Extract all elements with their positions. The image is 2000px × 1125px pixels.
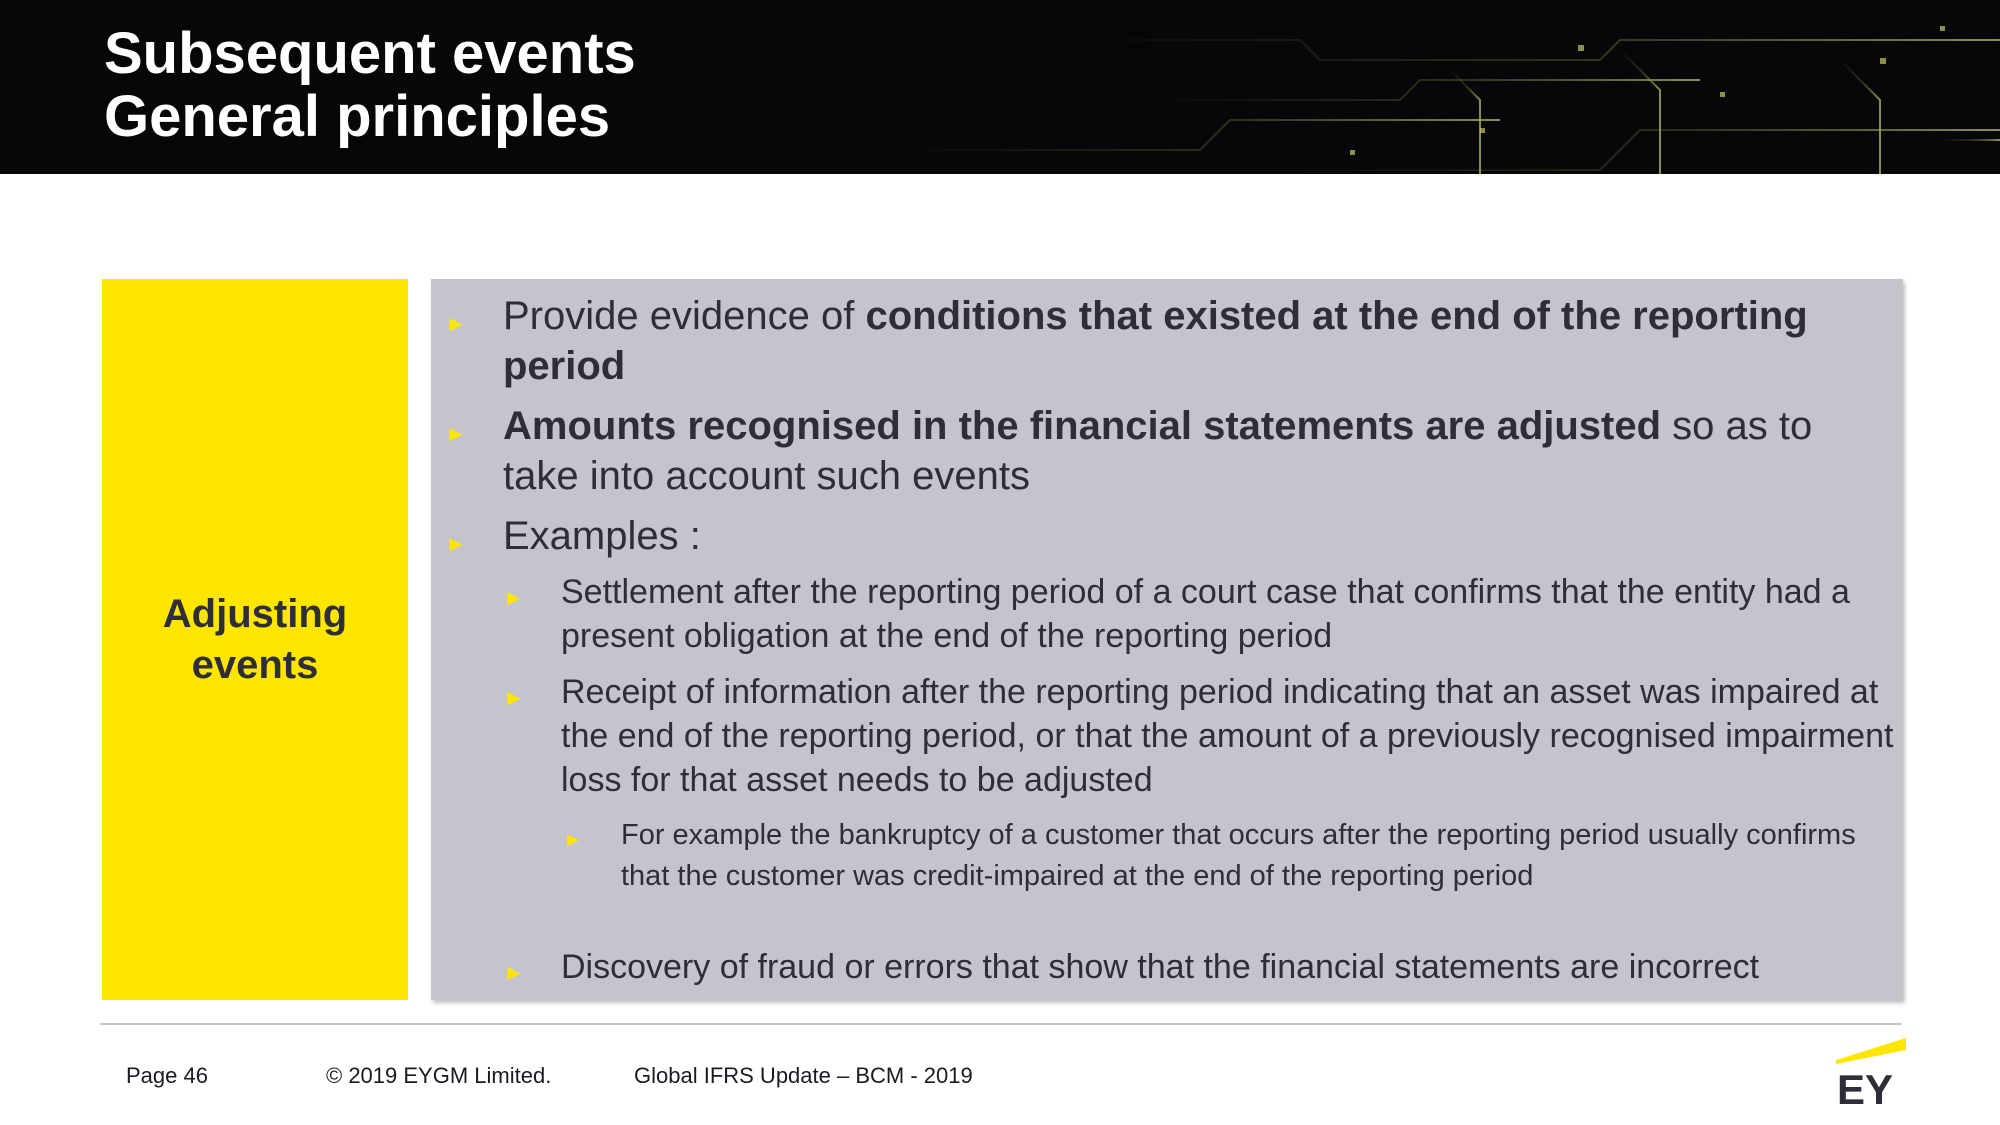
category-label-line-1: Adjusting — [162, 591, 348, 636]
bullet-text: Settlement after the reporting period of a court case that confirms that the entity had a present obligation at the end of the reporting period — [561, 573, 1850, 655]
bullet-text: Examples : — [503, 514, 701, 558]
slide-header — [0, 0, 2000, 174]
copyright: © 2019 EYGM Limited. — [326, 1063, 552, 1088]
category-label-line-2: events — [191, 642, 319, 687]
content-panel — [431, 279, 1903, 1000]
bullet-examples — [445, 511, 1893, 561]
bullet-arrow-icon: ► — [445, 531, 467, 556]
bullet-text: so as to take into account such events — [503, 404, 1813, 498]
sub-bullet-impairment — [503, 670, 1896, 802]
category-label-box — [102, 279, 408, 1000]
bullet-arrow-icon: ► — [503, 685, 525, 710]
title-line-2: General principles — [104, 84, 611, 149]
bullet-arrow-icon: ► — [503, 585, 525, 610]
svg-text:EY: EY — [1837, 1066, 1894, 1106]
bullet-evidence — [445, 291, 1893, 391]
bullet-text: For example the bankruptcy of a customer that occurs after the reporting period usually confirms that the customer was credit-impaired at the end of the reporting period — [621, 819, 1856, 892]
bullet-bold-text: conditions that existed at the end of the reporting period — [503, 294, 1808, 388]
page-title — [104, 22, 636, 148]
bullet-text: Provide evidence of — [503, 294, 866, 338]
sub-bullet-fraud — [503, 945, 1896, 989]
page-number: Page 46 — [126, 1063, 208, 1088]
ey-logo-icon — [1836, 1036, 1906, 1106]
footer-divider — [100, 1023, 1902, 1025]
category-label — [163, 589, 347, 691]
bullet-arrow-icon: ► — [445, 311, 467, 336]
bullet-arrow-icon: ► — [445, 421, 467, 446]
sub-sub-bullet-bankruptcy — [563, 815, 1861, 897]
title-line-1: Subsequent events — [104, 21, 636, 86]
bullet-text: Receipt of information after the reporting period indicating that an asset was impaired at the end of the reporting period, or that the amount of a previously recognised impairment loss for that asset needs to be adjusted — [561, 673, 1894, 799]
sub-bullet-court-case — [503, 570, 1896, 658]
bullet-arrow-icon: ► — [563, 829, 583, 851]
event-name: Global IFRS Update – BCM - 2019 — [634, 1063, 973, 1088]
bullet-text: Discovery of fraud or errors that show that the financial statements are incorrect — [561, 948, 1760, 986]
bullet-amounts-adjusted — [445, 401, 1893, 501]
bullet-bold-text: Amounts recognised in the financial statements are adjusted — [503, 404, 1662, 448]
bullet-arrow-icon: ► — [503, 960, 525, 985]
